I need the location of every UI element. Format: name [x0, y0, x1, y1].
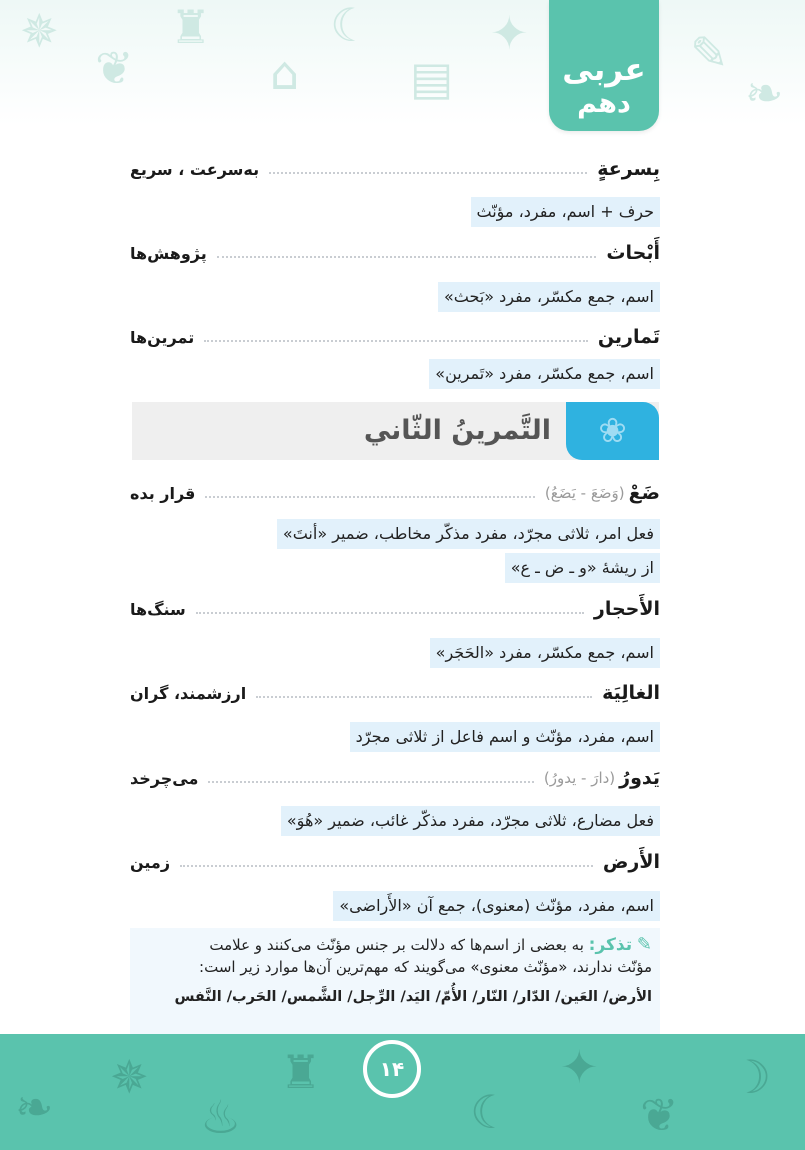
pen-icon: ✎	[636, 934, 652, 955]
dotted-leader	[217, 256, 597, 258]
grammar-note: فعل امر، ثلاثی مجرّد، مفرد مذکّر مخاطب، ضمیر «أنتَ»	[277, 519, 660, 549]
vocab-word: ضَعْ	[628, 482, 660, 504]
section-title: التَّمرینُ الثّاني	[363, 415, 551, 446]
lamp-icon: ♨	[200, 1090, 242, 1144]
note-label: تذکر:	[588, 935, 633, 955]
dotted-leader	[196, 612, 584, 614]
star-ornament-icon: ✦	[490, 6, 529, 60]
vocab-root: (وَضَعَ - یَضَعُ)	[544, 484, 625, 502]
badge-grade: دهم	[577, 88, 631, 119]
vocab-word: الغالِیَة	[602, 682, 660, 704]
star-ornament-icon: ✵	[20, 4, 59, 58]
subject-badge	[549, 0, 659, 131]
moon-icon: ☽	[730, 1050, 772, 1104]
dotted-leader	[180, 865, 593, 867]
vocab-word: الأَرض	[602, 851, 660, 873]
palm-tree-icon: ❦	[95, 41, 134, 95]
grammar-note-root: از ریشهٔ «و ـ ض ـ ع»	[505, 553, 660, 583]
star-ornament-icon: ✵	[110, 1050, 149, 1104]
grammar-note: حرف + اسم، مفرد، مؤنّث	[471, 197, 661, 227]
section-header	[132, 402, 659, 460]
top-decorative-band	[0, 0, 805, 125]
grammar-note: اسم، جمع مکسّر، مفرد «بَحث»	[438, 282, 660, 312]
vocab-row	[130, 237, 660, 269]
vocab-row	[130, 321, 660, 353]
vocab-word: یَدورُ	[619, 767, 660, 789]
feather-icon: ✎	[690, 26, 729, 80]
vocab-row	[130, 846, 660, 878]
vocab-row	[130, 593, 660, 625]
dotted-leader	[208, 781, 534, 783]
grammar-note: اسم، جمع مکسّر، مفرد «تَمرین»	[429, 359, 660, 389]
grammar-note: اسم، مفرد، مؤنّث (معنوی)، جمع آن «الأَراضی»	[333, 891, 660, 921]
vocab-row	[130, 477, 660, 509]
note-box	[130, 928, 660, 1036]
vocab-word: الأَحجار	[593, 598, 660, 620]
vocab-meaning: ارزشمند، گران	[130, 683, 247, 703]
grammar-note: اسم، مفرد، مؤنّث و اسم فاعل از ثلاثی مجرّد	[350, 722, 660, 752]
dotted-leader	[256, 696, 592, 698]
vocab-meaning: پژوهش‌ها	[130, 243, 207, 263]
vocab-meaning: زمین	[130, 852, 171, 872]
floral-ornament-icon: ❀	[566, 402, 659, 460]
book-icon: ▤	[410, 51, 454, 105]
vocab-row	[130, 677, 660, 709]
grammar-note: اسم، جمع مکسّر، مفرد «الحَجَر»	[430, 638, 660, 668]
vocab-word: تَمارین	[597, 326, 660, 348]
vocab-meaning: تمرین‌ها	[130, 327, 195, 347]
grammar-note: فعل مضارع، ثلاثی مجرّد، مفرد مذکّر غائب، ضمیر «هُوَ»	[281, 806, 660, 836]
scroll-icon: ❧	[745, 66, 784, 120]
note-text-line1: به بعضی از اسم‌ها که دلالت بر جنس مؤنّث می‌کنند و علامت	[209, 936, 584, 954]
badge-subject: عربی	[562, 52, 646, 88]
lantern-icon: ♜	[170, 0, 212, 54]
vocab-word: أَبْحاث	[606, 242, 660, 264]
note-text-line2: مؤنّث ندارند، «مؤنّث معنوی» می‌گویند که مهم‌ترین آن‌ها موارد زیر است:	[199, 958, 652, 976]
feminine-words-list: الأرض/ العَین/ الدّار/ النّار/ الأُمّ/ الیَد/ الرِّجل/ الشَّمس/ الحَرب/ النَّفس	[174, 989, 652, 1005]
dotted-leader	[204, 340, 588, 342]
lantern-icon: ♜	[280, 1045, 322, 1099]
moon-icon: ☾	[470, 1085, 512, 1139]
star-ornament-icon: ✦	[560, 1040, 599, 1094]
vocab-meaning: به‌سرعت ، سریع	[130, 159, 260, 179]
palm-tree-icon: ❦	[640, 1088, 679, 1142]
vocab-row	[130, 153, 660, 185]
vocab-meaning: می‌چرخد	[130, 768, 199, 788]
vocab-row	[130, 762, 660, 794]
vocab-meaning: قرار بده	[130, 483, 196, 503]
mosque-icon: ⌂	[270, 46, 300, 100]
vocab-meaning: سنگ‌ها	[130, 599, 186, 619]
moon-icon: ☾	[330, 0, 372, 52]
scroll-icon: ❧	[15, 1080, 54, 1134]
page-number: ۱۴	[363, 1040, 421, 1098]
vocab-root: (دارَ - یدورُ)	[543, 769, 616, 787]
dotted-leader	[269, 172, 587, 174]
vocab-word: بِسرعةٍ	[597, 158, 660, 180]
dotted-leader	[205, 496, 534, 498]
